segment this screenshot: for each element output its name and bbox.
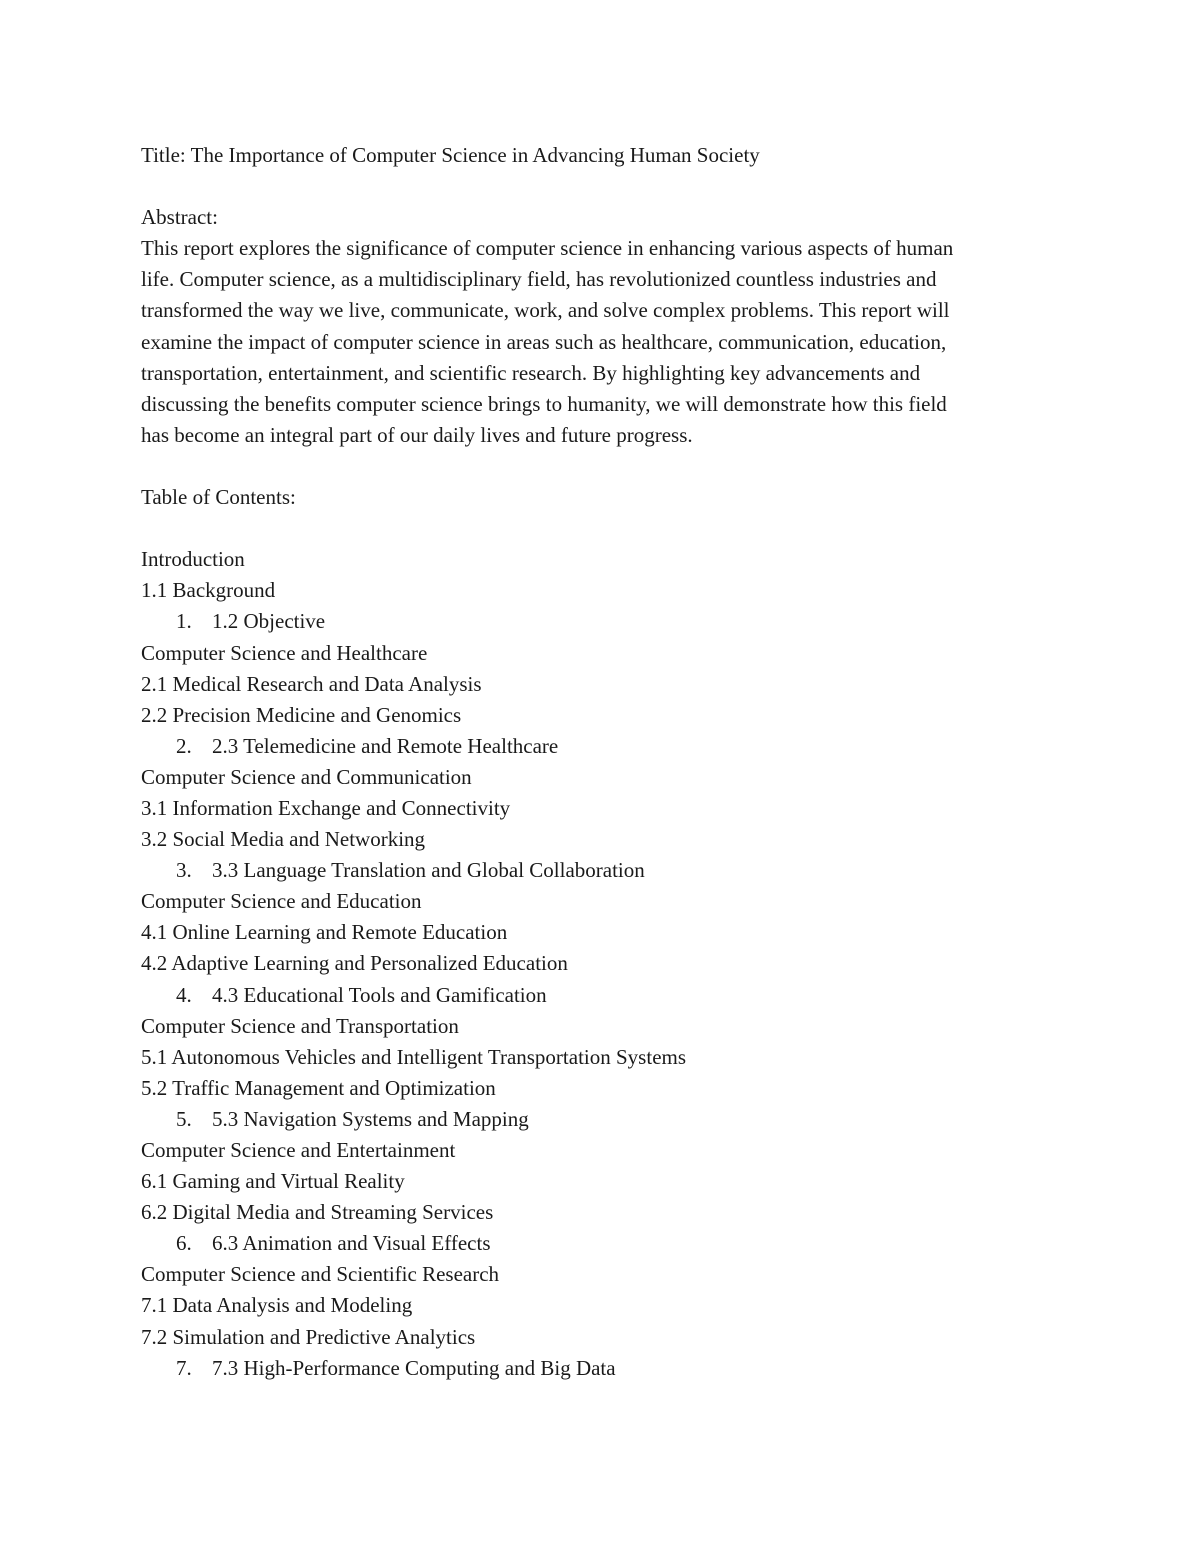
toc-number: 1. xyxy=(176,609,192,634)
toc-item: 5.2 Traffic Management and Optimization xyxy=(141,1075,496,1100)
toc-item: 2.2 Precision Medicine and Genomics xyxy=(141,702,462,727)
table-of-contents xyxy=(141,544,1061,1384)
spacer xyxy=(141,451,1061,482)
toc-number: 5. xyxy=(176,1106,192,1131)
toc-numbered-text: 5.3 Navigation Systems and Mapping xyxy=(212,1106,529,1131)
toc-numbered-item xyxy=(141,855,1061,886)
abstract-line: discussing the benefits computer science brings to humanity, we will demonstrate how this field xyxy=(141,391,947,416)
toc-item: 3.2 Social Media and Networking xyxy=(141,827,426,852)
toc-numbered-item xyxy=(141,1104,1061,1135)
document-title: Title: The Importance of Computer Science in Advancing Human Society xyxy=(141,143,760,167)
toc-heading: Table of Contents: xyxy=(141,485,296,510)
toc-item: 4.2 Adaptive Learning and Personalized Education xyxy=(141,951,568,976)
toc-numbered-item xyxy=(141,980,1061,1011)
abstract-line: transportation, entertainment, and scientific research. By highlighting key advancements and xyxy=(141,360,921,385)
toc-item: 7.2 Simulation and Predictive Analytics xyxy=(141,1324,476,1349)
toc-section-heading: Introduction xyxy=(141,547,245,572)
toc-item: 2.1 Medical Research and Data Analysis xyxy=(141,671,482,696)
toc-item: 1.1 Background xyxy=(141,578,276,603)
abstract-body xyxy=(141,233,1061,451)
toc-numbered-text: 2.3 Telemedicine and Remote Healthcare xyxy=(212,733,559,758)
spacer xyxy=(141,171,1061,202)
toc-numbered-text: 7.3 High-Performance Computing and Big Data xyxy=(212,1355,616,1380)
abstract-line: examine the impact of computer science in areas such as healthcare, communication, education, xyxy=(141,329,947,354)
toc-section-heading: Computer Science and Communication xyxy=(141,764,472,789)
toc-section-heading: Computer Science and Healthcare xyxy=(141,640,428,665)
abstract-line: transformed the way we live, communicate, work, and solve complex problems. This report will xyxy=(141,298,950,323)
toc-numbered-text: 1.2 Objective xyxy=(212,609,326,634)
toc-number: 2. xyxy=(176,733,192,758)
toc-section-heading: Computer Science and Education xyxy=(141,889,422,914)
abstract-line: This report explores the significance of computer science in enhancing various aspects of human xyxy=(141,236,954,261)
toc-numbered-item xyxy=(141,1353,1061,1384)
toc-numbered-text: 6.3 Animation and Visual Effects xyxy=(212,1231,491,1256)
document-content xyxy=(141,140,1061,1384)
toc-item: 4.1 Online Learning and Remote Education xyxy=(141,920,508,945)
toc-number: 7. xyxy=(176,1355,192,1380)
toc-numbered-item xyxy=(141,606,1061,637)
toc-section-heading: Computer Science and Entertainment xyxy=(141,1138,456,1162)
toc-item: 6.1 Gaming and Virtual Reality xyxy=(141,1169,405,1194)
spacer xyxy=(141,513,1061,544)
toc-number: 4. xyxy=(176,982,192,1007)
toc-item: 6.2 Digital Media and Streaming Services xyxy=(141,1200,494,1225)
toc-numbered-text: 4.3 Educational Tools and Gamification xyxy=(212,982,547,1007)
toc-numbered-item xyxy=(141,731,1061,762)
toc-numbered-text: 3.3 Language Translation and Global Collaboration xyxy=(212,858,645,883)
toc-item: 5.1 Autonomous Vehicles and Intelligent Transportation Systems xyxy=(141,1044,687,1069)
toc-section-heading: Computer Science and Transportation xyxy=(141,1013,459,1038)
abstract-line: life. Computer science, as a multidisciplinary field, has revolutionized countless industries and xyxy=(141,267,937,292)
toc-section-heading: Computer Science and Scientific Research xyxy=(141,1262,500,1287)
toc-item: 7.1 Data Analysis and Modeling xyxy=(141,1293,413,1318)
toc-number: 3. xyxy=(176,858,192,883)
toc-numbered-item xyxy=(141,1228,1061,1259)
toc-item: 3.1 Information Exchange and Connectivity xyxy=(141,795,511,820)
toc-number: 6. xyxy=(176,1231,192,1256)
abstract-line: has become an integral part of our daily lives and future progress. xyxy=(141,422,693,447)
abstract-heading: Abstract: xyxy=(141,205,218,230)
